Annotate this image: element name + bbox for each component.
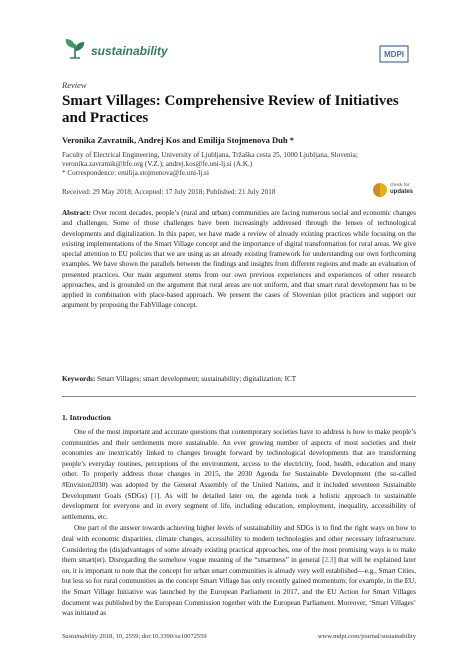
keywords xyxy=(62,374,416,384)
citation-link[interactable]: 1 xyxy=(153,491,157,500)
author-list: Veronika Zavratnik, Andrej Kos and Emilija Stojmenova Duh * xyxy=(62,135,294,145)
section-heading: 1. Introduction xyxy=(62,413,111,422)
keywords-text: Smart Villages; smart development; sustainability; digitalization; ICT xyxy=(97,375,297,383)
body-text xyxy=(62,427,416,619)
paragraph-text: ] that will be explained later on, it is important to note that the concept for urban smart communities is already very well established—e.g., Smart Cities, but less so for rural communities as the concept Smart Village has only recently gained momentum; for example, in the EU, the Smart Village Initiative was launched by the European Parliament in 2017, and the EU Action for Smart Villages document was published by the European Commission together with the European Parliament. Moreover, ‘Smart Villages’ was initiated as xyxy=(62,556,416,618)
update-check-icon xyxy=(373,183,387,197)
footer-citation xyxy=(62,633,207,640)
affiliation-block xyxy=(62,151,412,178)
affiliation-line: Faculty of Electrical Engineering, University of Ljubljana, Tržaška cesta 25, 1000 Ljubljana, Slovenia; xyxy=(62,151,358,159)
abstract xyxy=(62,208,416,311)
publication-dates: Received: 29 May 2018; Accepted: 17 July 2018; Published: 21 July 2018 xyxy=(62,188,276,196)
paragraph xyxy=(62,427,416,522)
author-emails: veronika.zavratnik@ltfe.org (V.Z.); andrej.kos@fe.uni-lj.si (A.K.) xyxy=(62,160,253,168)
article-type: Review xyxy=(62,80,87,90)
paragraph-text: ]. As will be detailed later on, the agenda took a holistic approach to sustainable development for everyone and in every segment of life, including education, employment, inequality, accessibility of settlements, etc. xyxy=(62,491,416,521)
footer-doi: 2018, 10, 2559; doi:10.3390/su10072559 xyxy=(99,633,207,640)
correspondence: * Correspondence: emilija.stojmenova@fe.uni-lj.si xyxy=(62,169,209,177)
citation-link[interactable]: 2,3 xyxy=(324,556,334,565)
abstract-label: Abstract: xyxy=(62,209,91,217)
updates-label: updates xyxy=(390,189,414,195)
paragraph-text: One part of the answer towards achieving higher levels of sustainability and SDGs is to find the right ways on how to deal with economic disparities, climate changes, accessibility to modern technologies and other necessary infrastructure. Considering the (dis)advantages of some already existing practical approaches, one of the most promising ways is to make them smart(er). Disregarding the somehow vogue meaning of the “smartness” in general [ xyxy=(62,524,416,565)
paragraph xyxy=(62,523,416,618)
paper-title: Smart Villages: Comprehensive Review of Initiatives and Practices xyxy=(62,93,399,126)
section-divider xyxy=(62,396,416,397)
mdpi-logo xyxy=(378,44,410,64)
check-for-label: check for xyxy=(390,183,410,188)
keywords-label: Keywords: xyxy=(62,375,96,383)
publisher-name: MDPI xyxy=(384,50,404,59)
sustainability-logo-icon xyxy=(62,36,88,62)
paragraph-text: One of the most important and accurate questions that contemporary societies have to address is how to make people’s communities and their settlements more sustainable. An ever growing number of aspects of most societies and their economies are inextricably linked to changes brought forward by technological developments that are transforming people’s everyday routines, perceptions of the environment, access to the electricity, food, health, education and many other. To properly address those changes in 2015, the 2030 Agenda for Sustainable Development (the so-called #Envision2030) was adopted by the General Assembly of the United Nations, and it included seventeen Sustainable Development Goals (SDGs) [ xyxy=(62,428,416,500)
journal-name: sustainability xyxy=(91,44,168,58)
abstract-text: Over recent decades, people’s (rural and urban) communities are facing numerous social and economic changes and challenges. Some of those challenges have been increasingly addressed through the lenses of technological developments and digitalization. In this paper, we have made a review of already existing practices while focusing on the existing implementations of the Smart Village concept and the importance of digital transformation for rural areas. We give special attention to EU policies that we are using as an already existing framework for understanding our own forthcoming examples. We have shown the parallels between the findings and insights from different regions and made an evaluation of presented practices. Our main argument stems from our own previous experiences and experiences of other research approaches, and is grounded on the argument that rural areas are not uniform, and that smart rural development has to be applied in combination with place-based approach. We present the cases of Slovenian pilot practices and support our argument by proposing the FabVillage concept. xyxy=(62,209,416,310)
check-for-updates-badge[interactable] xyxy=(373,182,417,200)
footer-url[interactable]: www.mdpi.com/journal/sustainability xyxy=(317,633,416,640)
footer-journal: Sustainability xyxy=(62,633,98,640)
